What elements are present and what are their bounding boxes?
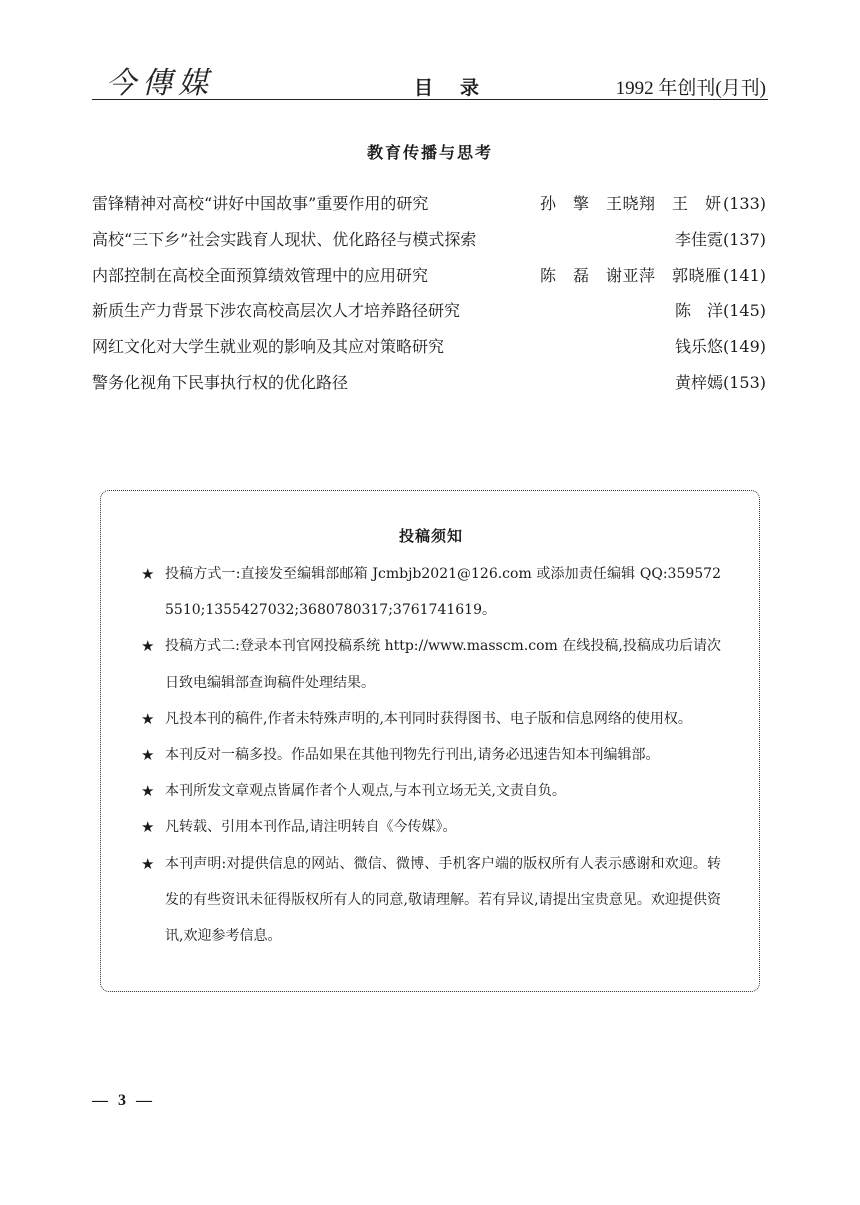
article-authors: 李佳霓	[674, 229, 723, 249]
article-authors: 钱乐悠	[674, 337, 723, 357]
submission-notice-box	[100, 490, 760, 992]
article-page: 李佳霓(137)	[674, 229, 766, 249]
notice-item-text: 凡投本刊的稿件,作者未特殊声明的,本刊同时获得图书、电子版和信息网络的使用权。	[165, 710, 692, 727]
article-page: (141)	[722, 265, 766, 285]
toc-entry[interactable]	[92, 188, 768, 224]
journal-logo: 今傳媒	[106, 66, 214, 101]
toc-entry[interactable]	[92, 331, 768, 367]
article-authors: 陈 磊 谢亚萍 郭晓雁	[540, 265, 722, 285]
notice-item	[141, 773, 721, 809]
article-title: 网红文化对大学生就业观的影响及其应对策略研究	[92, 337, 445, 357]
notice-item-text: 凡转载、引用本刊作品,请注明转自《今传媒》。	[165, 819, 457, 836]
star-icon: ★	[141, 709, 155, 728]
article-page: 黄梓嫣(153)	[674, 372, 766, 392]
toc-list	[92, 188, 768, 403]
notice-item	[141, 556, 721, 628]
toc-heading: 目 录	[414, 77, 484, 99]
notice-item	[141, 809, 721, 845]
header-divider	[92, 99, 768, 100]
star-icon: ★	[141, 854, 155, 873]
article-title: 高校“三下乡”社会实践育人现状、优化路径与模式探索	[92, 229, 477, 249]
page-number: — 3 —	[92, 1092, 155, 1109]
article-page: 陈 洋(145)	[674, 301, 766, 321]
toc-entry[interactable]	[92, 367, 768, 403]
article-page: 钱乐悠(149)	[674, 337, 766, 357]
article-authors: 黄梓嫣	[674, 372, 723, 392]
toc-entry[interactable]	[92, 295, 768, 331]
article-title: 警务化视角下民事执行权的优化路径	[92, 372, 349, 392]
notice-item	[141, 701, 721, 737]
article-authors: 陈 洋	[674, 301, 723, 321]
star-icon: ★	[141, 782, 155, 801]
notice-item-text: 本刊声明:对提供信息的网站、微信、微博、手机客户端的版权所有人表示感谢和欢迎。转发的有些资讯未征得版权所有人的同意,敬请理解。若有异议,请提出宝贵意见。欢迎提供资讯,欢迎参考信息。	[165, 855, 721, 945]
article-title: 内部控制在高校全面预算绩效管理中的应用研究	[92, 265, 429, 285]
toc-entry[interactable]	[92, 224, 768, 260]
star-icon: ★	[141, 565, 155, 583]
notice-item	[141, 737, 721, 773]
toc-entry[interactable]	[92, 260, 768, 296]
page-header	[92, 58, 768, 102]
notice-item-text: 投稿方式二:登录本刊官网投稿系统 http://www.masscm.com 在线投稿,投稿成功后请次日致电编辑部查询稿件处理结果。	[165, 638, 721, 691]
notice-item-text: 本刊反对一稿多投。作品如果在其他刊物先行刊出,请务必迅速告知本刊编辑部。	[165, 747, 660, 764]
section-title: 教育传播与思考	[366, 143, 493, 162]
issue-info: 1992 年创刊(月刊)	[615, 78, 766, 99]
star-icon: ★	[141, 818, 155, 837]
notice-item	[141, 846, 721, 955]
article-title: 雷锋精神对高校“讲好中国故事”重要作用的研究	[92, 194, 429, 213]
star-icon: ★	[141, 746, 155, 765]
article-title: 新质生产力背景下涉农高校高层次人才培养路径研究	[92, 301, 461, 321]
notice-item-text: 投稿方式一:直接发至编辑部邮箱 Jcmbjb2021@126.com 或添加责任编辑 QQ:3595725510;1355427032;3680780317;3761741619。	[165, 566, 721, 619]
star-icon: ★	[141, 637, 155, 656]
notice-item	[141, 628, 721, 700]
article-authors: 孙 擎 王晓翔 王 妍	[540, 194, 722, 213]
article-page: (133)	[722, 194, 766, 213]
notice-item-text: 本刊所发文章观点皆属作者个人观点,与本刊立场无关,文责自负。	[165, 783, 566, 800]
notice-title: 投稿须知	[398, 527, 463, 545]
notice-list	[141, 556, 721, 954]
